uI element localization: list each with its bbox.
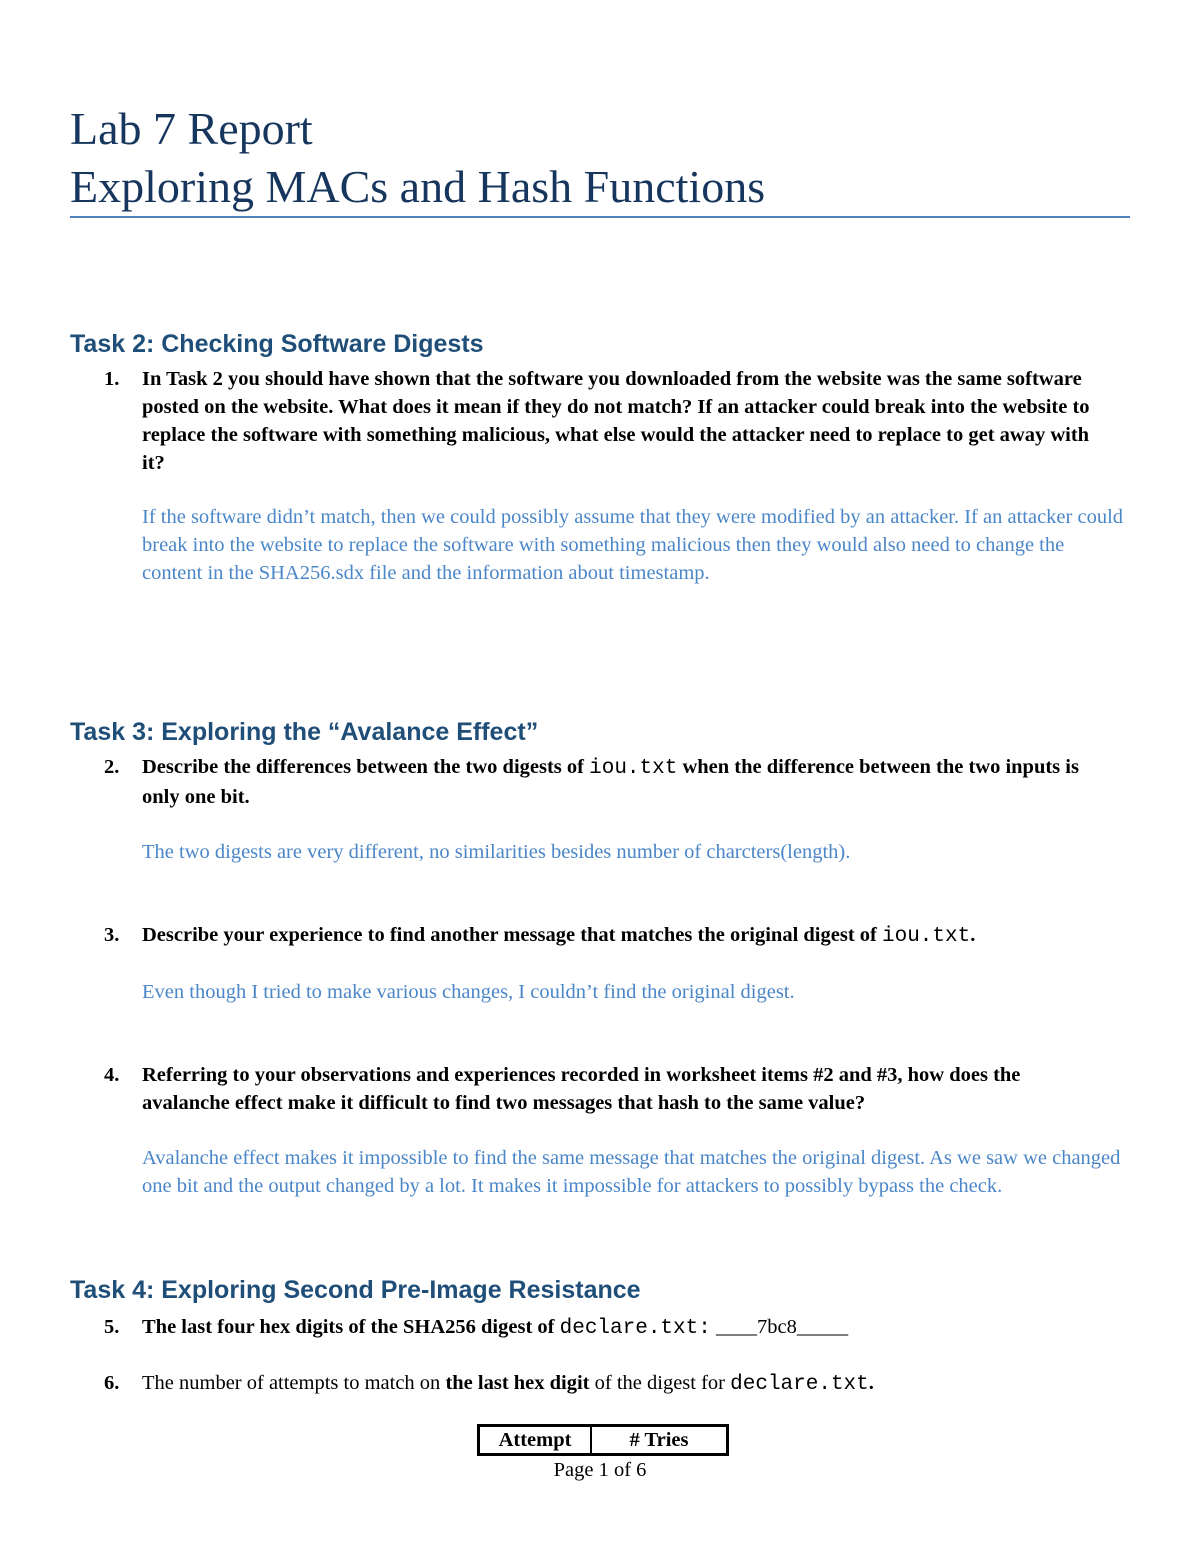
- question-number: 6.: [104, 1372, 120, 1394]
- column-header-tries: # Tries: [591, 1426, 728, 1455]
- task2-heading: [70, 330, 484, 359]
- filename-code: iou.txt: [881, 925, 971, 948]
- question-1: [104, 365, 1104, 477]
- title-line-2: Exploring MACs and Hash Functions: [70, 161, 766, 212]
- task3-heading: [70, 718, 538, 747]
- task2-prefix: Task 2:: [70, 330, 162, 358]
- task4-heading: [70, 1276, 641, 1305]
- question-6: [104, 1369, 1104, 1399]
- task4-title: Exploring Second Pre-Image Resistance: [161, 1276, 641, 1304]
- question-text: The number of attempts to match on the last hex digit of the digest for declare.txt.: [142, 1372, 874, 1396]
- question-number: 2.: [104, 756, 120, 778]
- answer-3: Even though I tried to make various changes, I couldn’t find the original digest.: [142, 981, 795, 1003]
- question-text: In Task 2 you should have shown that the software you downloaded from the website was the same software posted on the website. What does it mean if they do not match? If an attacker could break into the website to replace the software with something malicious, what else would the attacker need to replace to get away with it?: [142, 368, 1090, 474]
- filename-code: declare.txt:: [559, 1317, 711, 1340]
- title-line-1: Lab 7 Report: [70, 103, 313, 154]
- title-underline: [70, 216, 1130, 218]
- emphasis: the last hex digit: [445, 1372, 590, 1394]
- filename-code: declare.txt: [730, 1373, 869, 1396]
- question-number: 3.: [104, 924, 120, 946]
- task3-title: Exploring the “Avalance Effect”: [161, 718, 539, 746]
- task2-title: Checking Software Digests: [161, 330, 484, 358]
- question-number: 1.: [104, 368, 120, 390]
- digest-blank: ____7bc8_____: [710, 1316, 849, 1338]
- answer-2: The two digests are very different, no similarities besides number of charcters(length).: [142, 841, 851, 863]
- question-5: [104, 1313, 1104, 1343]
- document-title: [70, 100, 765, 216]
- task4-prefix: Task 4:: [70, 1276, 162, 1304]
- attempts-table: [477, 1424, 729, 1456]
- question-4: [104, 1061, 1104, 1117]
- answer-4: Avalanche effect makes it impossible to find the same message that matches the original digest. As we saw we changed one bit and the output changed by a lot. It makes it impossible for attackers to possibly bypass the check.: [142, 1147, 1121, 1197]
- question-text: Describe the differences between the two digests of iou.txt when the difference between the two inputs is only one bit.: [142, 756, 1079, 808]
- table-header-row: [479, 1426, 728, 1455]
- question-text: The last four hex digits of the SHA256 digest of declare.txt: ____7bc8_____: [142, 1316, 849, 1340]
- question-text: Describe your experience to find another message that matches the original digest of iou.txt.: [142, 924, 976, 948]
- page-footer: Page 1 of 6: [553, 1459, 647, 1481]
- column-header-attempt: Attempt: [479, 1426, 592, 1455]
- question-text: Referring to your observations and experiences recorded in worksheet items #2 and #3, how does the avalanche effect make it difficult to find two messages that hash to the same value?: [142, 1064, 1021, 1114]
- question-2: [104, 753, 1104, 811]
- question-number: 4.: [104, 1064, 120, 1086]
- question-number: 5.: [104, 1316, 120, 1338]
- question-3: [104, 921, 1104, 951]
- task3-prefix: Task 3:: [70, 718, 162, 746]
- filename-code: iou.txt: [589, 757, 678, 780]
- answer-1: If the software didn’t match, then we could possibly assume that they were modified by an attacker. If an attacker could break into the website to replace the software with something malicious then they would also need to change the content in the SHA256.sdx file and the information about timestamp.: [142, 506, 1124, 584]
